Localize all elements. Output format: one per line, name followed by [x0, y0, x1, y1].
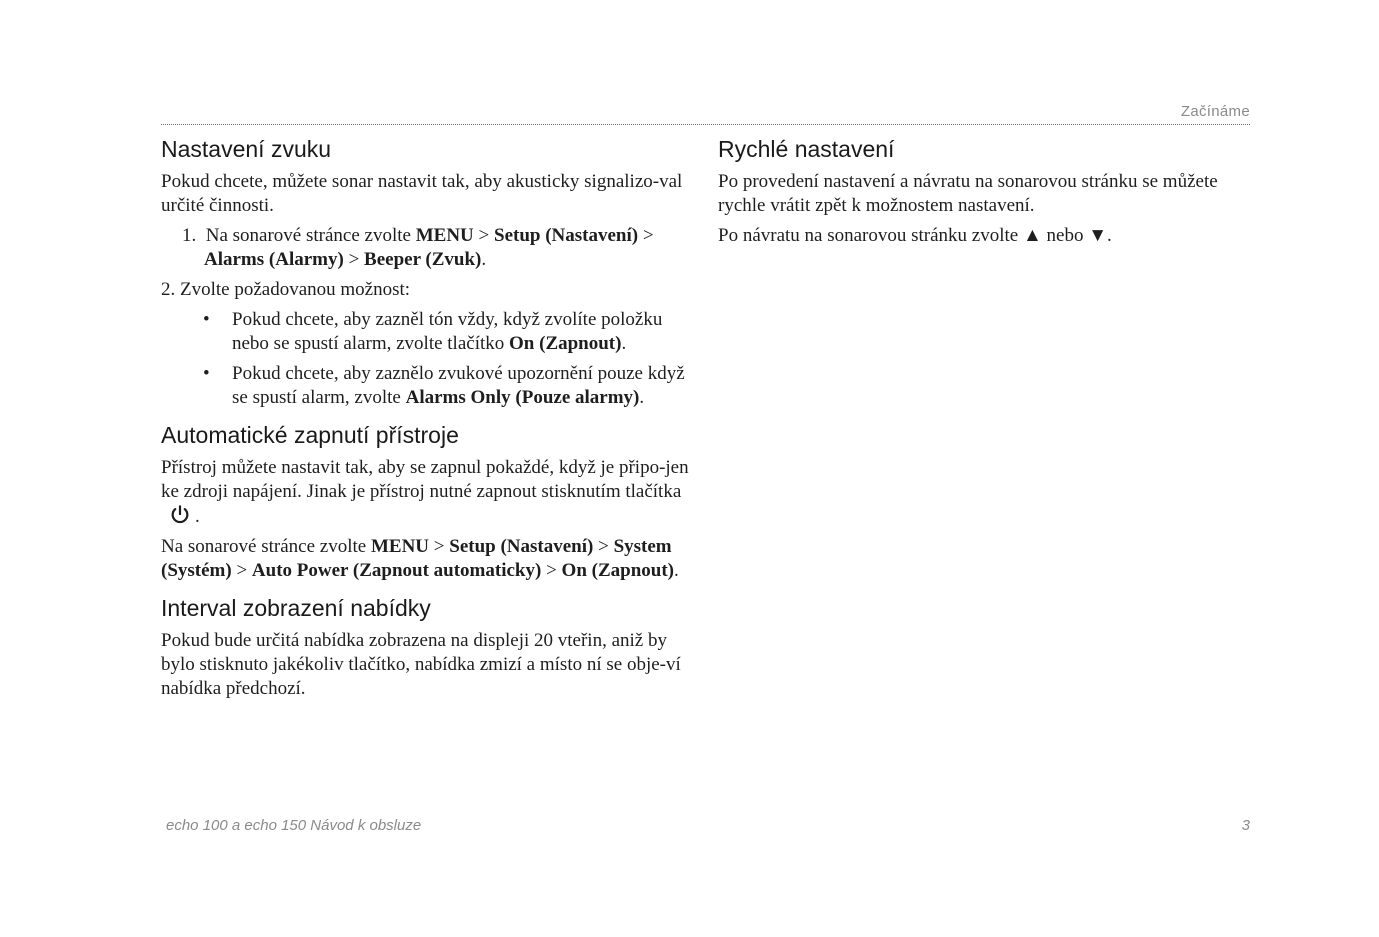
beeper-label: Beeper (Zvuk) [364, 249, 482, 270]
step-1-text: Na sonarové stránce zvolte [205, 225, 416, 246]
on-label: On (Zapnout) [509, 333, 622, 354]
menu-label: MENU [415, 225, 474, 246]
auto-power-label: Auto Power (Zapnout automaticky) [251, 560, 542, 581]
setup-label: Setup (Nastavení) [449, 536, 594, 557]
paragraph-auto-power-text: Přístroj můžete nastavit tak, aby se zapnul pokaždé, když je připo-jen ke zdroji napájení. Jinak je přístroj nutné zapnout stisknutím tlačítka [161, 457, 689, 502]
menu-label: MENU [370, 536, 430, 557]
paragraph-menu-interval: Pokud bude určitá nabídka zobrazena na displeji 20 vteřin, aniž by bylo stisknuto jakékoliv tlačítko, nabídka zmizí a místo ní se obje-ví nabídka předchozí. [161, 630, 681, 699]
paragraph-sound-intro: Pokud chcete, můžete sonar nastavit tak, aby akusticky signalizo-val určité činnosti. [161, 171, 683, 216]
path-separator: > [541, 560, 562, 581]
alarms-label: Alarms (Alarmy) [204, 249, 344, 270]
right-column [718, 134, 1250, 248]
bullet-text-plain: Pokud chcete, aby zazněl tón vždy, když zvolíte položku nebo se spustí alarm, zvolte tlačítko [232, 309, 663, 354]
path-separator: > [343, 249, 365, 270]
path-intro: Na sonarové stránce zvolte [161, 536, 371, 557]
sentence-end: . [621, 333, 627, 354]
bullet-item [161, 362, 691, 410]
path-separator: > [593, 536, 614, 557]
paragraph-quick-setup-keys: Po návratu na sonarovou stránku zvolte ▲ nebo ▼. [718, 225, 1112, 246]
paragraph-quick-setup: Po provedení nastavení a návratu na sonarovou stránku se můžete rychle vrátit zpět k možnostem nastavení. [718, 171, 1218, 216]
page-number: 3 [1241, 817, 1250, 834]
bullet-item [161, 308, 691, 356]
paragraph-auto-power-path [161, 535, 691, 583]
path-separator: > [231, 560, 252, 581]
section-heading-auto-power: Automatické zapnutí přístroje [161, 422, 459, 448]
path-separator: > [473, 225, 494, 246]
bullet-text [232, 362, 691, 410]
header-rule [161, 124, 1250, 125]
step-1-number: 1. [182, 225, 197, 246]
section-heading-sound: Nastavení zvuku [161, 136, 332, 162]
system-label: System (Systém) [161, 536, 672, 581]
on-label: On (Zapnout) [561, 560, 674, 581]
power-icon [169, 504, 191, 526]
path-separator: > [638, 225, 654, 246]
paragraph-auto-power [161, 456, 691, 529]
bullet-marker: • [203, 309, 210, 330]
path-separator: > [429, 536, 450, 557]
left-column [161, 134, 691, 701]
running-header: Začínáme [1180, 103, 1250, 120]
section-heading-quick-setup: Rychlé nastavení [718, 136, 895, 162]
sentence-end: . [639, 387, 645, 408]
bullet-text-plain: Pokud chcete, aby zaznělo zvukové upozornění pouze když se spustí alarm, zvolte [232, 363, 685, 408]
sentence-end: . [195, 506, 200, 527]
bullet-text [232, 308, 691, 356]
sentence-end: . [674, 560, 679, 581]
alarms-only-label: Alarms Only (Pouze alarmy) [405, 387, 640, 408]
bullet-marker: • [203, 363, 210, 384]
setup-label: Setup (Nastavení) [494, 225, 639, 246]
section-heading-menu-interval: Interval zobrazení nabídky [161, 595, 431, 621]
step-2: 2. Zvolte požadovanou možnost: [161, 279, 411, 300]
sentence-end: . [481, 249, 487, 270]
step-1 [161, 224, 691, 272]
footer-manual-title: echo 100 a echo 150 Návod k obsluze [166, 817, 422, 834]
